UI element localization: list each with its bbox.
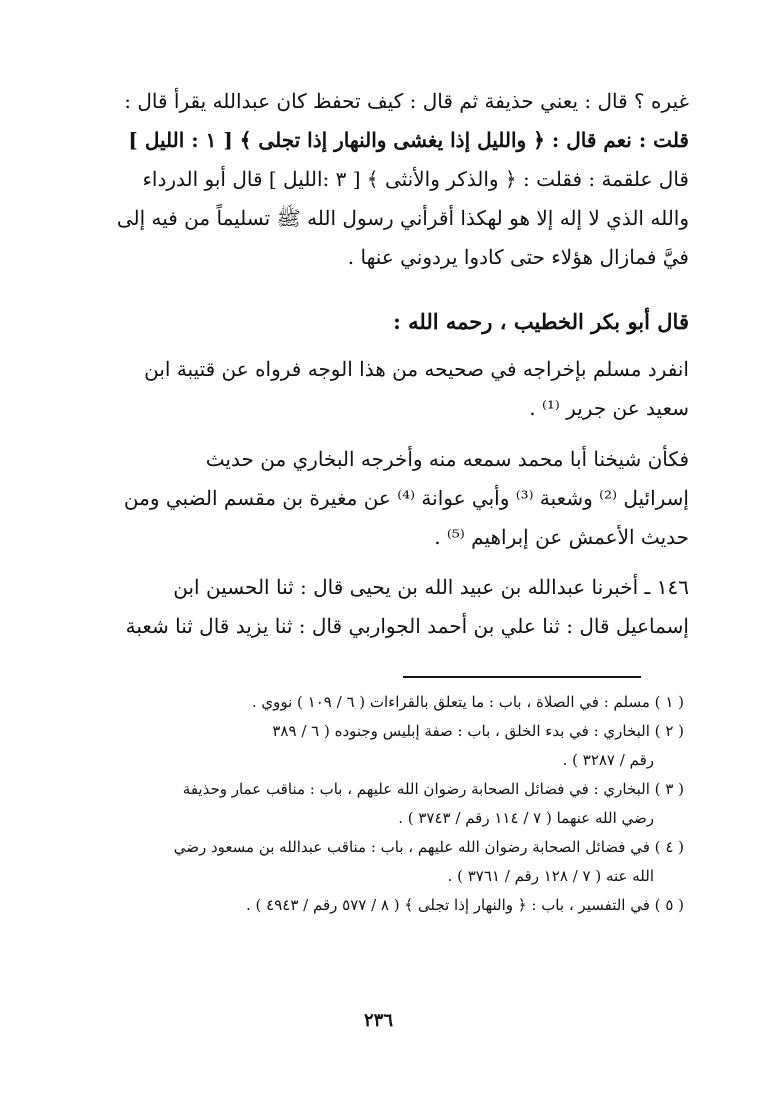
text-line: إسماعيل قال : ثنا علي بن أحمد الجواربي قال : ثنا يزيد قال ثنا شعبة <box>125 614 689 638</box>
section-heading <box>65 302 689 341</box>
footnote-5 <box>68 891 684 920</box>
text-line: قلت : نعم قال : ﴿ والليل إذا يغشى والنهار إذا تجلى ﴾ [ ١ : الليل ] <box>128 128 689 152</box>
text-line: انفرد مسلم بإخراجه في صحيحه من هذا الوجه فرواه عن قتيبة ابن <box>144 357 689 381</box>
text-line: غيره ؟ قال : يعني حذيفة ثم قال : كيف تحفظ كان عبدالله يقرأ قال : <box>124 89 689 113</box>
footnote-line: رقم / ٣٢٨٧ ) . <box>562 751 654 769</box>
text-line: سعيد عن جرير ⁽¹⁾ . <box>529 396 689 420</box>
footnote-line: ( ٣ ) البخاري : في فضائل الصحابة رضوان الله عليهم ، باب : مناقب عمار وحذيفة <box>182 780 684 798</box>
text-line: والله الذي لا إله إلا هو لهكذا أقرأني رسول الله ﷺ تسليماً من فيه إلى <box>116 206 689 230</box>
footnote-3 <box>68 775 684 833</box>
footnote-line: ( ١ ) مسلم : في الصلاة ، باب : ما يتعلق بالقراءات ( ٦ / ١٠٩ ) نووي . <box>251 693 684 711</box>
footnote-4 <box>68 833 684 891</box>
paragraph-4 <box>65 568 689 646</box>
heading-text: قال أبو بكر الخطيب ، رحمه الله : <box>393 309 689 334</box>
text-line: حديث الأعمش عن إبراهيم ⁽⁵⁾ . <box>434 525 689 549</box>
footnote-1 <box>68 688 684 717</box>
footnote-line: ( ٥ ) في التفسير ، باب : ﴿ والنهار إذا تجلى ﴾ ( ٨ / ٥٧٧ رقم / ٤٩٤٣ ) . <box>246 896 684 914</box>
footnote-divider <box>403 676 641 678</box>
text-line: ١٤٦ ـ أخبرنا عبدالله بن عبيد الله بن يحيى قال : ثنا الحسين ابن <box>173 575 689 599</box>
footnote-line: ( ٤ ) في فضائل الصحابة رضوان الله عليهم ، باب : مناقب عبدالله بن مسعود رضي <box>173 838 684 856</box>
footnote-line: رضي الله عنهما ( ٧ / ١١٤ رقم / ٣٧٤٣ ) . <box>398 809 654 827</box>
footnote-line: ( ٢ ) البخاري : في بدء الخلق ، باب : صفة إبليس وجنوده ( ٦ / ٣٨٩ <box>272 722 684 740</box>
text-line: فيَّ فمازال هؤلاء حتى كادوا يردوني عنها . <box>347 245 689 269</box>
paragraph-2 <box>65 350 689 428</box>
page-number: ٢٣٦ <box>363 1010 393 1031</box>
paragraph-1 <box>65 82 689 277</box>
footnote-line: الله عنه ( ٧ / ١٢٨ رقم / ٣٧٦١ ) . <box>447 867 654 885</box>
text-line: فكأن شيخنا أبا محمد سمعه منه وأخرجه البخاري من حديث <box>205 447 689 471</box>
text-line: إسرائيل ⁽²⁾ وشعبة ⁽³⁾ وأبي عوانة ⁽⁴⁾ عن مغيرة بن مقسم الضبي ومن <box>123 486 689 510</box>
text-line: قال علقمة : فقلت : ﴿ والذكر والأنثى ﴾ [ ٣ :الليل ] قال أبو الدرداء <box>142 167 689 191</box>
footnotes <box>68 688 684 920</box>
footnote-2 <box>68 717 684 775</box>
paragraph-3 <box>65 440 689 557</box>
